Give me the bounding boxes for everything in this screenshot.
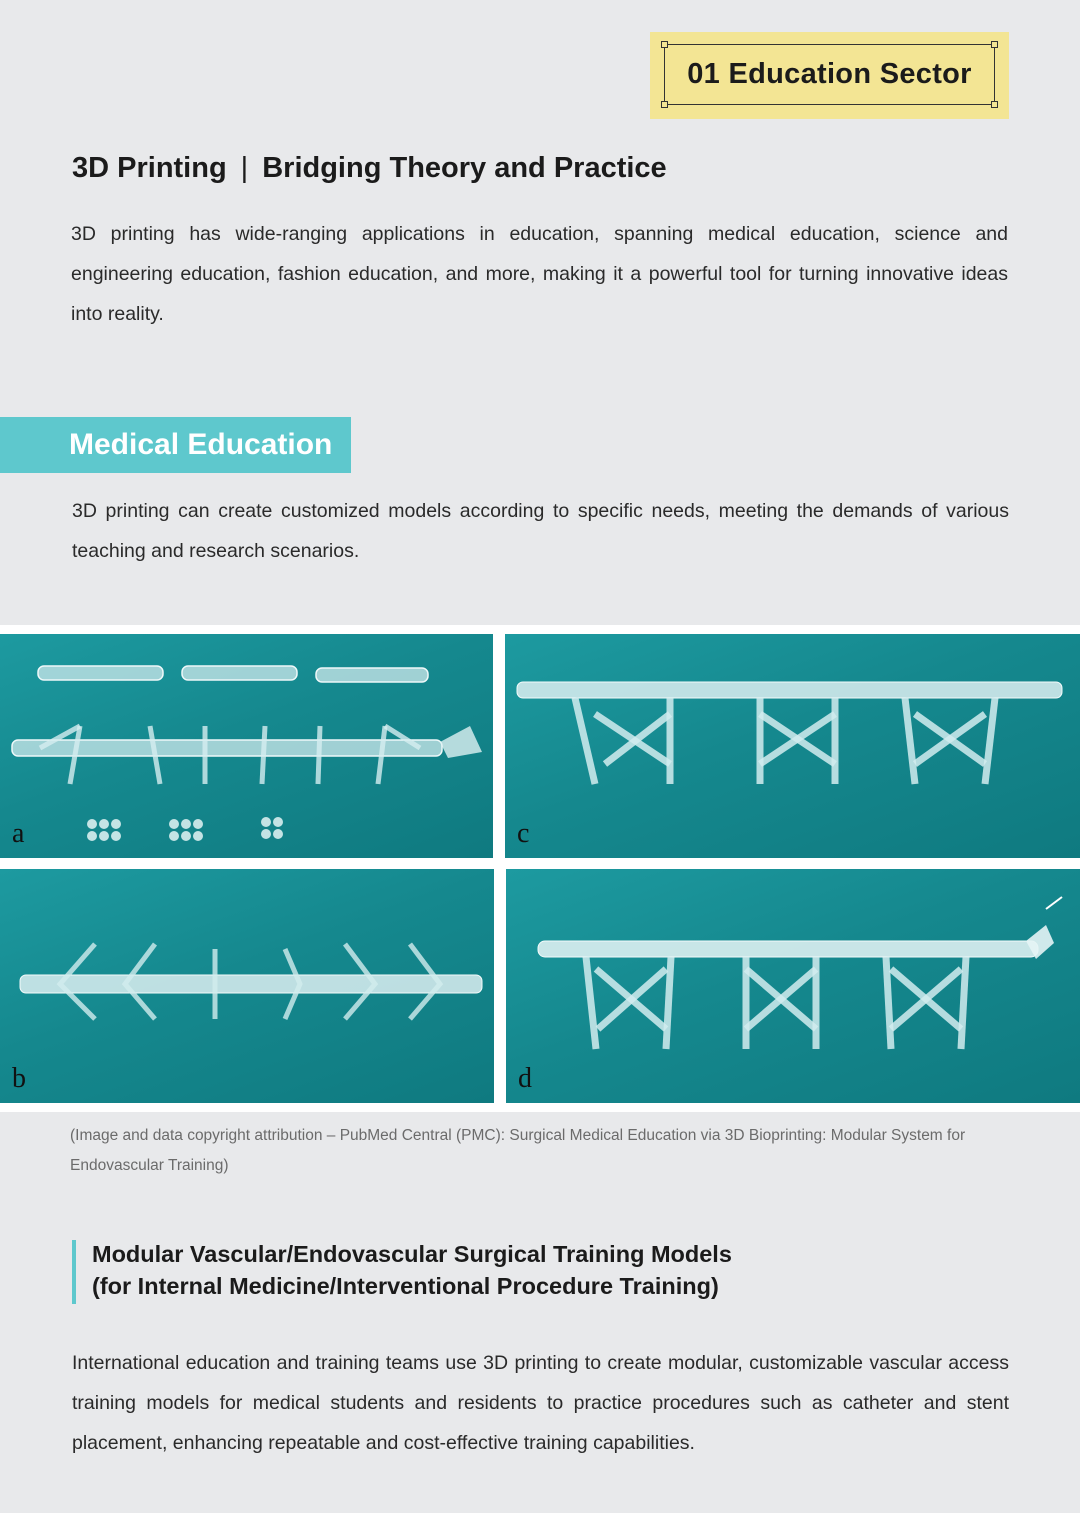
frame-handle bbox=[991, 101, 998, 108]
figure-panel bbox=[0, 625, 1080, 1112]
figure-photo-a bbox=[0, 634, 493, 858]
figure-photo-d bbox=[506, 869, 1080, 1103]
headline-left: 3D Printing bbox=[72, 152, 227, 184]
badge-label: 01 Education Sector bbox=[687, 58, 972, 90]
headline-right: Bridging Theory and Practice bbox=[262, 152, 667, 184]
subsection-paragraph: International education and training teams use 3D printing to create modular, customizable vascular access training models for medical students and residents to practice procedures such as catheter and stent placement, enhancing repeatable and cost-effective training capabilities. bbox=[72, 1352, 1009, 1454]
figure-label-d: d bbox=[518, 1063, 532, 1094]
headline-separator: | bbox=[240, 152, 249, 184]
page-headline bbox=[72, 152, 667, 185]
section-paragraph: 3D printing can create customized models according to specific needs, meeting the demands of various teaching and research scenarios. bbox=[72, 500, 1009, 562]
intro-paragraph: 3D printing has wide-ranging applications in education, spanning medical education, science and engineering education, fashion education, and more, making it a powerful tool for turning innovative ideas into reality. bbox=[71, 223, 1008, 325]
vascular-top-view-illustration bbox=[0, 869, 494, 1103]
badge-frame bbox=[664, 44, 995, 105]
subsection-heading-line1: Modular Vascular/Endovascular Surgical Training Models bbox=[92, 1241, 732, 1267]
vascular-parts-illustration bbox=[0, 634, 493, 858]
figure-label-b: b bbox=[12, 1063, 26, 1094]
figure-photo-b bbox=[0, 869, 494, 1103]
section-badge bbox=[650, 32, 1009, 119]
subsection-heading-line2: (for Internal Medicine/Interventional Procedure Training) bbox=[92, 1273, 719, 1299]
figure-label-a: a bbox=[12, 818, 25, 849]
section-title: Medical Education bbox=[0, 417, 351, 473]
frame-handle bbox=[991, 41, 998, 48]
vascular-stand-illustration bbox=[505, 634, 1080, 858]
figure-caption: (Image and data copyright attribution – PubMed Central (PMC): Surgical Medical Education via 3D Bioprinting: Modular System for Endovascular Training) bbox=[70, 1127, 966, 1174]
figure-photo-c bbox=[505, 634, 1080, 858]
subsection-heading bbox=[72, 1240, 872, 1304]
figure-label-c: c bbox=[517, 818, 530, 849]
vascular-access-illustration bbox=[506, 869, 1080, 1103]
frame-handle bbox=[661, 41, 668, 48]
frame-handle bbox=[661, 101, 668, 108]
